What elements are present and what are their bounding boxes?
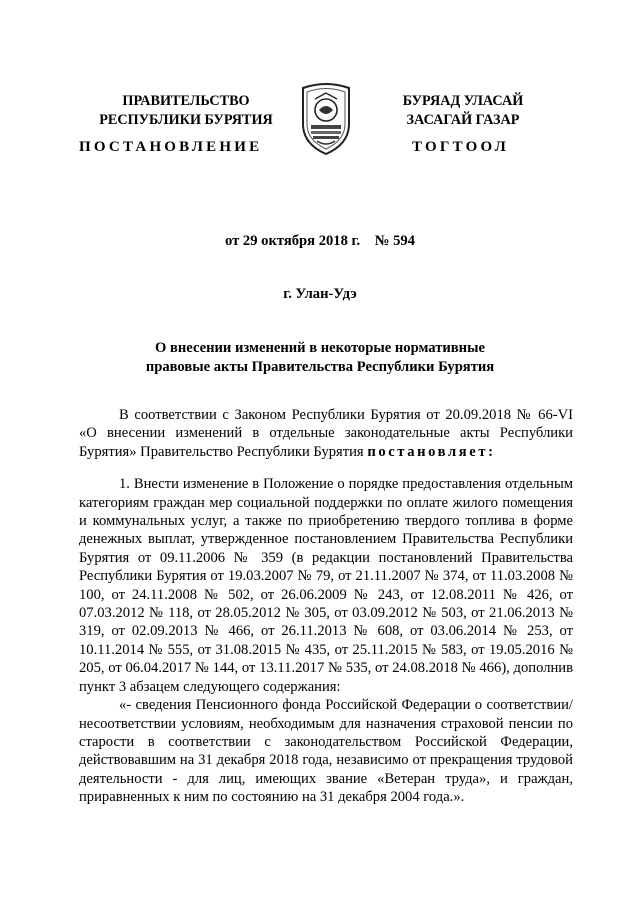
doc-type-bua: ТОГТООЛ (412, 139, 509, 155)
paragraph-1: 1. Внести изменение в Положение о порядке предоставления отдельным категориям граждан мер социальной поддержки по оплате жилого помещения и коммунальных услуг, а также по приобретению твердого топлива в форме денежных выплат, утвержденное постановлением Правительства Республики Бурятия от 09.11.2006 № 359 (в редакции постановлений Правительства Республики Бурятия от 19.03.2007 № 79, от 21.11.2007 № 374, от 11.03.2008 № 100, от 24.11.2008 № 502, от 26.06.2009 № 243, от 12.08.2011 № 426, от 07.03.2012 № 118, от 28.05.2012 № 305, от 03.09.2012 № 503, от 21.06.2013 № 319, от 02.09.2013 № 466, от 26.11.2013 № 608, от 03.06.2014 № 253, от 10.11.2014 № 555, от 31.08.2015 № 435, от 25.11.2015 № 583, от 19.05.2016 № 205, от 06.04.2017 № 144, от 13.11.2017 № 535, от 24.08.2018 № 466), дополнив пункт 3 абзацем следующего содержания: (79, 476, 573, 695)
preamble-text: В соответствии с Законом Республики Бурятия от 20.09.2018 № 66-VI «О внесении изменений в отдельные законодательные акты Республики Бурятия» Правительство Республики Бурятия (79, 407, 573, 460)
subject (0, 339, 640, 377)
subject-line2: правовые акты Правительства Республики Бурятия (145, 359, 495, 375)
body (79, 406, 573, 807)
header-right-line2: ЗАСАГАЙ ГАЗАР (406, 112, 520, 128)
header-right (368, 92, 558, 130)
date-number: от 29 октября 2018 г. № 594 (225, 233, 415, 249)
coat-of-arms-icon (297, 80, 355, 156)
preamble-colon: : (488, 443, 493, 460)
header-right-line1: БУРЯАД УЛАСАЙ (402, 93, 524, 109)
city: г. Улан-Удэ (283, 286, 357, 302)
header-left-line1: ПРАВИТЕЛЬСТВО (122, 93, 250, 109)
header-left (93, 92, 279, 130)
subject-line1: О внесении изменений в некоторые нормативные (155, 340, 485, 356)
header-left-line2: РЕСПУБЛИКИ БУРЯТИЯ (99, 112, 273, 128)
paragraph-quote: «- сведения Пенсионного фонда Российской Федерации о соответствии/несоответствии условиям, необходимым для назначения страховой пенсии по старости в соответствии с законодательством Российской Федерации, действовавшим на 31 декабря 2018 года, независимо от прекращения трудовой деятельности - для лиц, имеющих звание «Ветеран труда», и граждан, приравненных к ним по состоянию на 31 декабря 2004 года.». (79, 697, 573, 806)
paragraph-preamble (79, 406, 573, 461)
doc-type-ru: ПОСТАНОВЛЕНИЕ (79, 139, 263, 155)
preamble-emphasis: постановляет (367, 443, 489, 460)
